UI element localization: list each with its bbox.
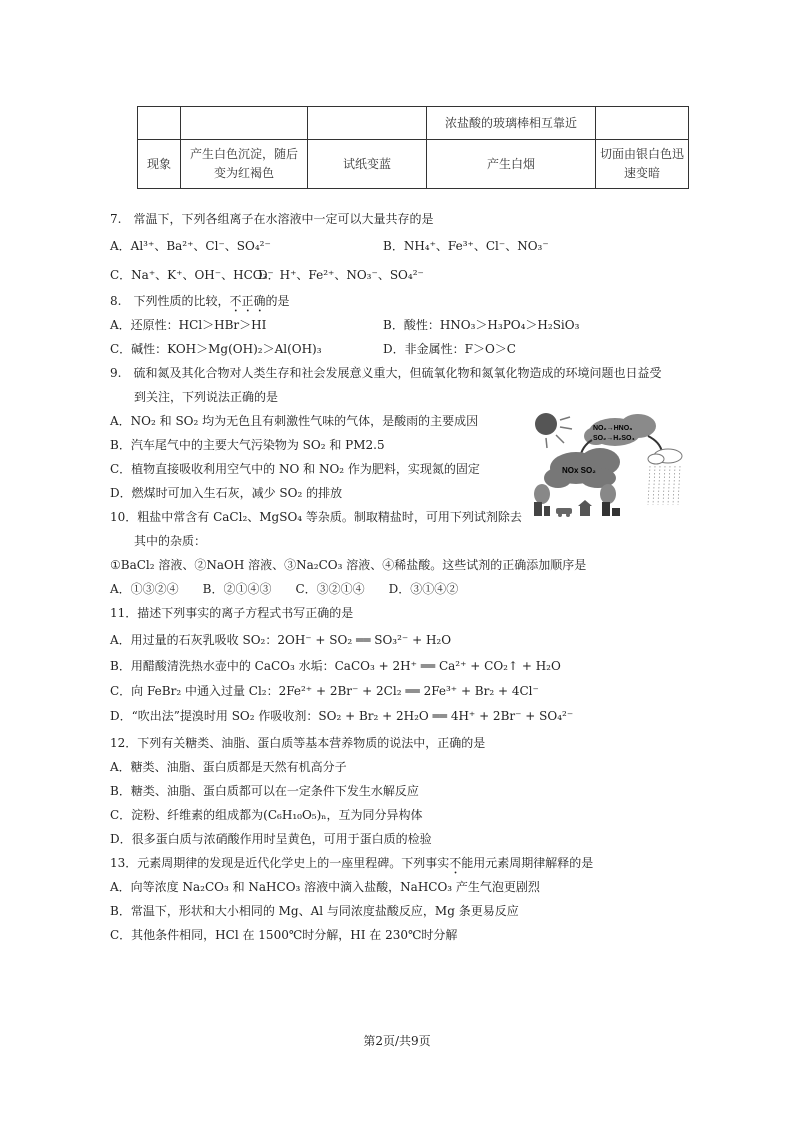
- q13-stem: [110, 855, 593, 877]
- sun-icon: [535, 413, 557, 435]
- power-plant-icon: [602, 502, 620, 516]
- table-cell: [181, 107, 308, 140]
- table-cell: 浓盐酸的玻璃棒相互靠近: [427, 107, 596, 140]
- q8-stem-post: 的是: [265, 294, 290, 308]
- q13-stem-post: 能用元素周期律解释的是: [461, 856, 594, 870]
- table-row: [138, 107, 689, 140]
- table-cell: [308, 107, 427, 140]
- q9-option-c: C．植物直接吸收利用空气中的 NO 和 NO₂ 作为肥料，实现氮的固定: [110, 462, 480, 476]
- label-so2-h2so4: SO₂→H₂SO₄: [593, 435, 635, 442]
- q10-reagents: ①BaCl₂ 溶液、②NaOH 溶液、③Na₂CO₃ 溶液、④稀盐酸。这些试剂的正确添加顺序是: [110, 558, 587, 572]
- q13-option-c: C．其他条件相同，HCl 在 1500℃时分解，HI 在 230℃时分解: [110, 928, 458, 942]
- table-cell: 产生白色沉淀，随后变为红褐色: [181, 140, 308, 189]
- q9-option-d: D．燃煤时可加入生石灰，减少 SO₂ 的排放: [110, 486, 343, 500]
- q9-option-b: B．汽车尾气中的主要大气污染物为 SO₂ 和 PM2.5: [110, 438, 385, 452]
- q8-option-d: D．非金属性：F＞O＞C: [383, 342, 516, 356]
- q12-option-c: C．淀粉、纤维素的组成都为(C₆H₁₀O₅)ₙ，互为同分异构体: [110, 808, 423, 822]
- q7-option-a: A．Al³⁺、Ba²⁺、Cl⁻、SO₄²⁻: [110, 239, 271, 253]
- q13-stem-pre: 13．元素周期律的发现是近代化学史上的一座里程碑。下列事实: [110, 856, 450, 870]
- car-icon: [556, 508, 572, 517]
- q8-option-c: C．碱性：KOH＞Mg(OH)₂＞Al(OH)₃: [110, 342, 322, 356]
- q11-option-c: C．向 FeBr₂ 中通入过量 Cl₂：2Fe²⁺ + 2Br⁻ + 2Cl₂ ══ 2Fe³⁺ + Br₂ + 4Cl⁻: [110, 684, 539, 698]
- arrow-down: [648, 436, 662, 452]
- q13-option-a: A．向等浓度 Na₂CO₃ 和 NaHCO₃ 溶液中滴入盐酸，NaHCO₃ 产生气泡更剧烈: [110, 880, 540, 894]
- smoke-plumes: [534, 484, 616, 504]
- q10-stem-cont: 其中的杂质：: [134, 534, 207, 548]
- table-cell: 试纸变蓝: [308, 140, 427, 189]
- q7-option-b: B．NH₄⁺、Fe³⁺、Cl⁻、NO₃⁻: [383, 239, 549, 253]
- q11-option-a: A．用过量的石灰乳吸收 SO₂：2OH⁻ + SO₂ ══ SO₃²⁻ + H₂O: [110, 633, 452, 647]
- page-number: 第2页/共9页: [363, 1034, 431, 1048]
- q12-option-a: A．糖类、油脂、蛋白质都是天然有机高分子: [110, 760, 347, 774]
- q8-stem-pre: 8. 下列性质的比较，: [110, 294, 230, 308]
- table-row: [138, 140, 689, 189]
- table-cell: 产生白烟: [427, 140, 596, 189]
- table-cell: 切面由银白色迅速变暗: [596, 140, 689, 189]
- q13-stem-emphasis: 不: [449, 856, 462, 870]
- rain-icon: [648, 466, 680, 505]
- label-nox-so2: NOx SO₂: [562, 466, 596, 475]
- q12-option-d: D．很多蛋白质与浓硝酸作用时呈黄色，可用于蛋白质的检验: [110, 832, 432, 846]
- q10-stem: 10．粗盐中常含有 CaCl₂、MgSO₄ 等杂质。制取精盐时，可用下列试剂除去: [110, 510, 522, 524]
- q12-stem: 12．下列有关糖类、油脂、蛋白质等基本营养物质的说法中，正确的是: [110, 736, 486, 750]
- table-cell: [138, 107, 181, 140]
- q7-option-d: D．H⁺、Fe²⁺、NO₃⁻、SO₄²⁻: [258, 268, 424, 282]
- table-cell: [596, 107, 689, 140]
- rain-cloud: [648, 449, 682, 464]
- q11-option-d: D．“吹出法”提溴时用 SO₂ 作吸收剂：SO₂ + Br₂ + 2H₂O ══ 4H⁺ + 2Br⁻ + SO₄²⁻: [110, 709, 574, 723]
- q8-option-a: A．还原性：HCl＞HBr＞HI: [110, 318, 267, 332]
- experiment-table: [137, 106, 689, 189]
- q12-option-b: B．糖类、油脂、蛋白质都可以在一定条件下发生水解反应: [110, 784, 419, 798]
- q9-option-a: A．NO₂ 和 SO₂ 均为无色且有刺激性气味的气体，是酸雨的主要成因: [110, 414, 479, 428]
- q11-option-b: B．用醋酸清洗热水壶中的 CaCO₃ 水垢：CaCO₃ + 2H⁺ ══ Ca²⁺ + CO₂↑ + H₂O: [110, 659, 561, 673]
- q8-option-b: B．酸性：HNO₃＞H₃PO₄＞H₂SiO₃: [383, 318, 580, 332]
- q7-option-c: C．Na⁺、K⁺、OH⁻、HCO₃⁻: [110, 268, 274, 282]
- house-icon: [578, 500, 592, 516]
- table-row-label: 现象: [138, 140, 181, 189]
- q7-stem: 7. 常温下，下列各组离子在水溶液中一定可以大量共存的是: [110, 212, 434, 226]
- q11-stem: 11．描述下列事实的离子方程式书写正确的是: [110, 606, 354, 620]
- q10-options: A．①③②④ B．②①④③ C．③②①④ D．③①④②: [110, 582, 459, 596]
- q13-option-b: B．常温下，形状和大小相同的 Mg、Al 与同浓度盐酸反应，Mg 条更易反应: [110, 904, 519, 918]
- q8-stem: [110, 293, 289, 315]
- q9-stem: 9. 硫和氮及其化合物对人类生存和社会发展意义重大，但硫氧化物和氮氧化物造成的环境问题也日益受: [110, 366, 662, 380]
- q8-stem-emphasis: 不正确: [229, 294, 266, 308]
- acid-rain-figure: [520, 410, 690, 518]
- q9-stem-cont: 到关注，下列说法正确的是: [134, 390, 279, 404]
- label-no2-hno3: NO₂→HNO₃: [593, 425, 633, 432]
- factory-icon: [534, 502, 550, 516]
